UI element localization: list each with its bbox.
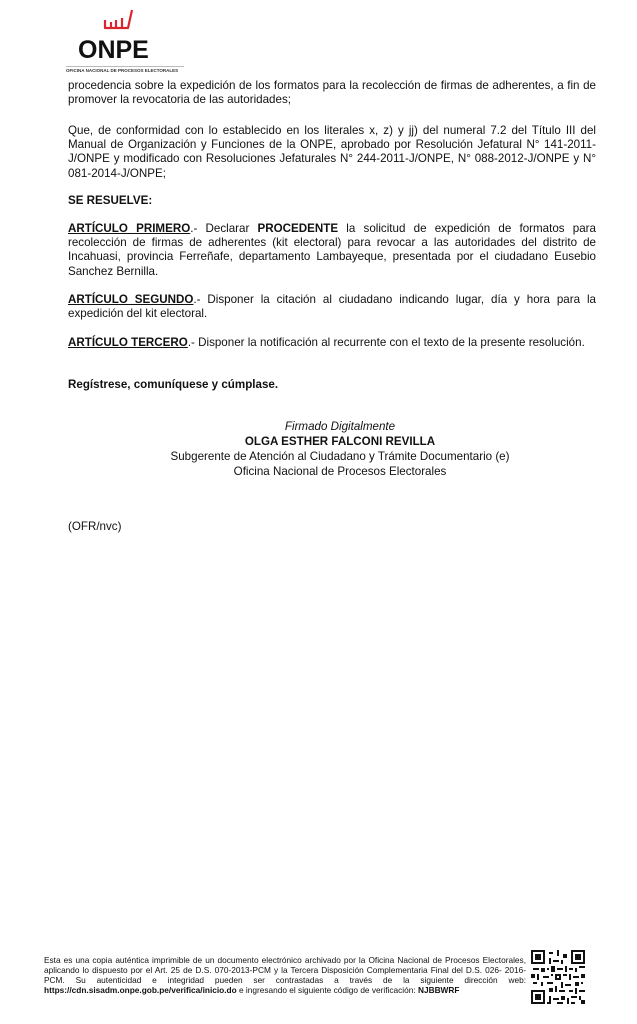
articulo-primero-title: ARTÍCULO PRIMERO [68,222,191,235]
articulo-primero-pre: .- Declarar [190,222,258,235]
articulo-primero [68,222,596,279]
logo-text: ONPE [78,36,149,64]
articulo-segundo-text: .- Disponer la citación al ciudadano indicando lugar, día y hora para la expedición del kit electoral. [68,293,596,321]
signatory-role: Subgerente de Atención al Ciudadano y Trámite Documentario (e) [170,450,510,463]
footer-text: Esta es una copia auténtica imprimible de un documento electrónico archivado por la Oficina Nacional de Procesos Electorales, aplicando lo dispuesto por el Art. 25 de D.S. 070-2013-PCM y la Tercera Disposición Complementaria Final del D.S. 026- 2016-PCM. Su autenticidad e integridad pueden ser contrastadas a través de la siguiente dirección web: [44,955,526,986]
signatory-name: OLGA ESTHER FALCONI REVILLA [244,435,436,448]
articulo-tercero-text: .- Disponer la notificación al recurrente con el texto de la presente resolución. [187,336,585,349]
se-resuelve-heading: SE RESUELVE: [68,194,153,207]
logo-caption: OFICINA NACIONAL DE PROCESOS ELECTORALES [66,66,184,73]
signature-digital-label: Firmado Digitalmente [284,420,396,433]
articulo-primero-text: la solicitud de expedición de formatos para recolección de firmas de adherentes (kit electoral) para revocar a las autoridades del distrito de Incahuasi, provincia Ferreñafe, departamento Lambayeque, presentada por el ciudadano Eusebio Sanchez Bernilla. [68,222,596,278]
articulo-tercero [68,336,596,350]
closing-formula: Regístrese, comuníquese y cúmplase. [68,378,279,391]
paragraph-que: Que, de conformidad con lo establecido en los literales x, z) y jj) del numeral 7.2 del Título III del Manual de Organización y Funciones de la ONPE, aprobado por Resolución Jefatural N° 141-2011-J/ONPE y modificado con Resoluciones Jefaturales N° 244-2011-J/ONPE, N° 088-2012-J/ONPE y N° 081-2014-J/ONPE; [68,124,596,180]
articulo-segundo-title: ARTÍCULO SEGUNDO [68,293,194,306]
articulo-tercero-title: ARTÍCULO TERCERO [68,336,188,349]
footer-text-2: e ingresando el siguiente código de verificación: [236,985,418,996]
verification-code: NJBBWRF [417,985,460,996]
verification-url-link[interactable]: https://cdn.sisadm.onpe.gob.pe/verifica/inicio.do [44,985,237,996]
signatory-office: Oficina Nacional de Procesos Electorales [233,465,447,478]
ballot-check-icon [102,6,136,34]
articulo-segundo [68,293,596,321]
reference-initials: (OFR/nvc) [68,520,122,533]
authenticity-footer [44,955,526,995]
procedente-label: PROCEDENTE [257,222,339,235]
qr-code-icon[interactable] [531,950,585,1004]
paragraph-procedencia: procedencia sobre la expedición de los formatos para la recolección de firmas de adherentes, a fin de promover la revocatoria de las autoridades; [68,79,596,107]
onpe-logo [64,6,182,76]
